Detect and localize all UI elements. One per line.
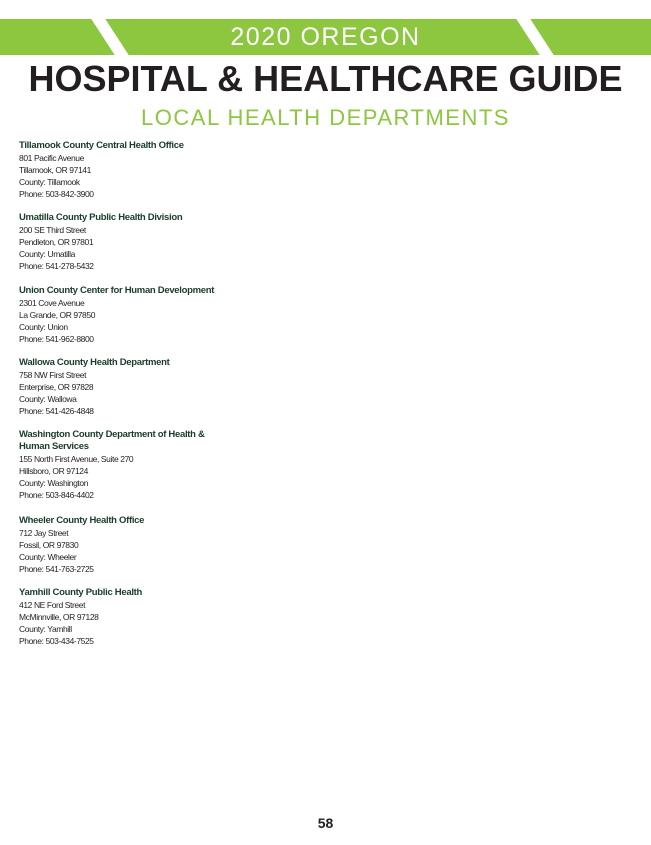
entry-name-continued: Human Services [19,441,89,452]
list-item [19,212,182,272]
list-item [19,140,184,200]
entry-name: Tillamook County Central Health Office [19,140,184,151]
entry-name: Yamhill County Public Health [19,587,143,598]
entry-county: County: Wallowa [19,394,77,404]
entry-city: McMinnville, OR 97128 [19,612,99,622]
entry-address: 200 SE Third Street [19,225,86,235]
list-item [19,357,170,417]
entry-phone: Phone: 541-962-8800 [19,334,94,344]
entry-address: 2301 Cove Avenue [19,298,85,308]
page-number: 58 [317,815,334,831]
entry-county: County: Tillamook [19,177,80,187]
section-title: LOCAL HEALTH DEPARTMENTS [141,105,510,130]
entry-address: 712 Jay Street [19,528,69,538]
list-item [19,429,205,501]
entry-name: Union County Center for Human Development [19,285,215,296]
entry-phone: Phone: 503-842-3900 [19,189,94,199]
entry-phone: Phone: 503-434-7525 [19,636,94,646]
entry-phone: Phone: 503-846-4402 [19,490,94,500]
entry-city: La Grande, OR 97850 [19,310,96,320]
entry-city: Hillsboro, OR 97124 [19,466,88,476]
entry-phone: Phone: 541-278-5432 [19,261,94,271]
entry-name: Umatilla County Public Health Division [19,212,183,223]
entry-county: County: Yamhill [19,624,72,634]
entry-address: 155 North First Avenue, Suite 270 [19,454,134,464]
entry-address: 412 NE Ford Street [19,600,86,610]
entry-city: Enterprise, OR 97828 [19,382,94,392]
list-item [19,587,142,647]
banner-text: 2020 OREGON [230,23,421,51]
entry-address: 801 Pacific Avenue [19,153,84,163]
entry-phone: Phone: 541-763-2725 [19,564,94,574]
entry-city: Pendleton, OR 97801 [19,237,94,247]
entry-county: County: Union [19,322,68,332]
entry-name: Washington County Department of Health & [19,429,205,440]
entry-county: County: Umatilla [19,249,75,259]
entry-county: County: Wheeler [19,552,77,562]
entry-city: Fossil, OR 97830 [19,540,79,550]
entry-city: Tillamook, OR 97141 [19,165,91,175]
list-item [19,285,214,345]
entry-address: 758 NW First Street [19,370,87,380]
list-item [19,515,144,575]
page-title: HOSPITAL & HEALTHCARE GUIDE [28,58,623,99]
entry-name: Wallowa County Health Department [19,357,170,368]
header-banner [0,19,651,55]
entry-name: Wheeler County Health Office [19,515,145,526]
entry-phone: Phone: 541-426-4848 [19,406,94,416]
entry-county: County: Washington [19,478,89,488]
